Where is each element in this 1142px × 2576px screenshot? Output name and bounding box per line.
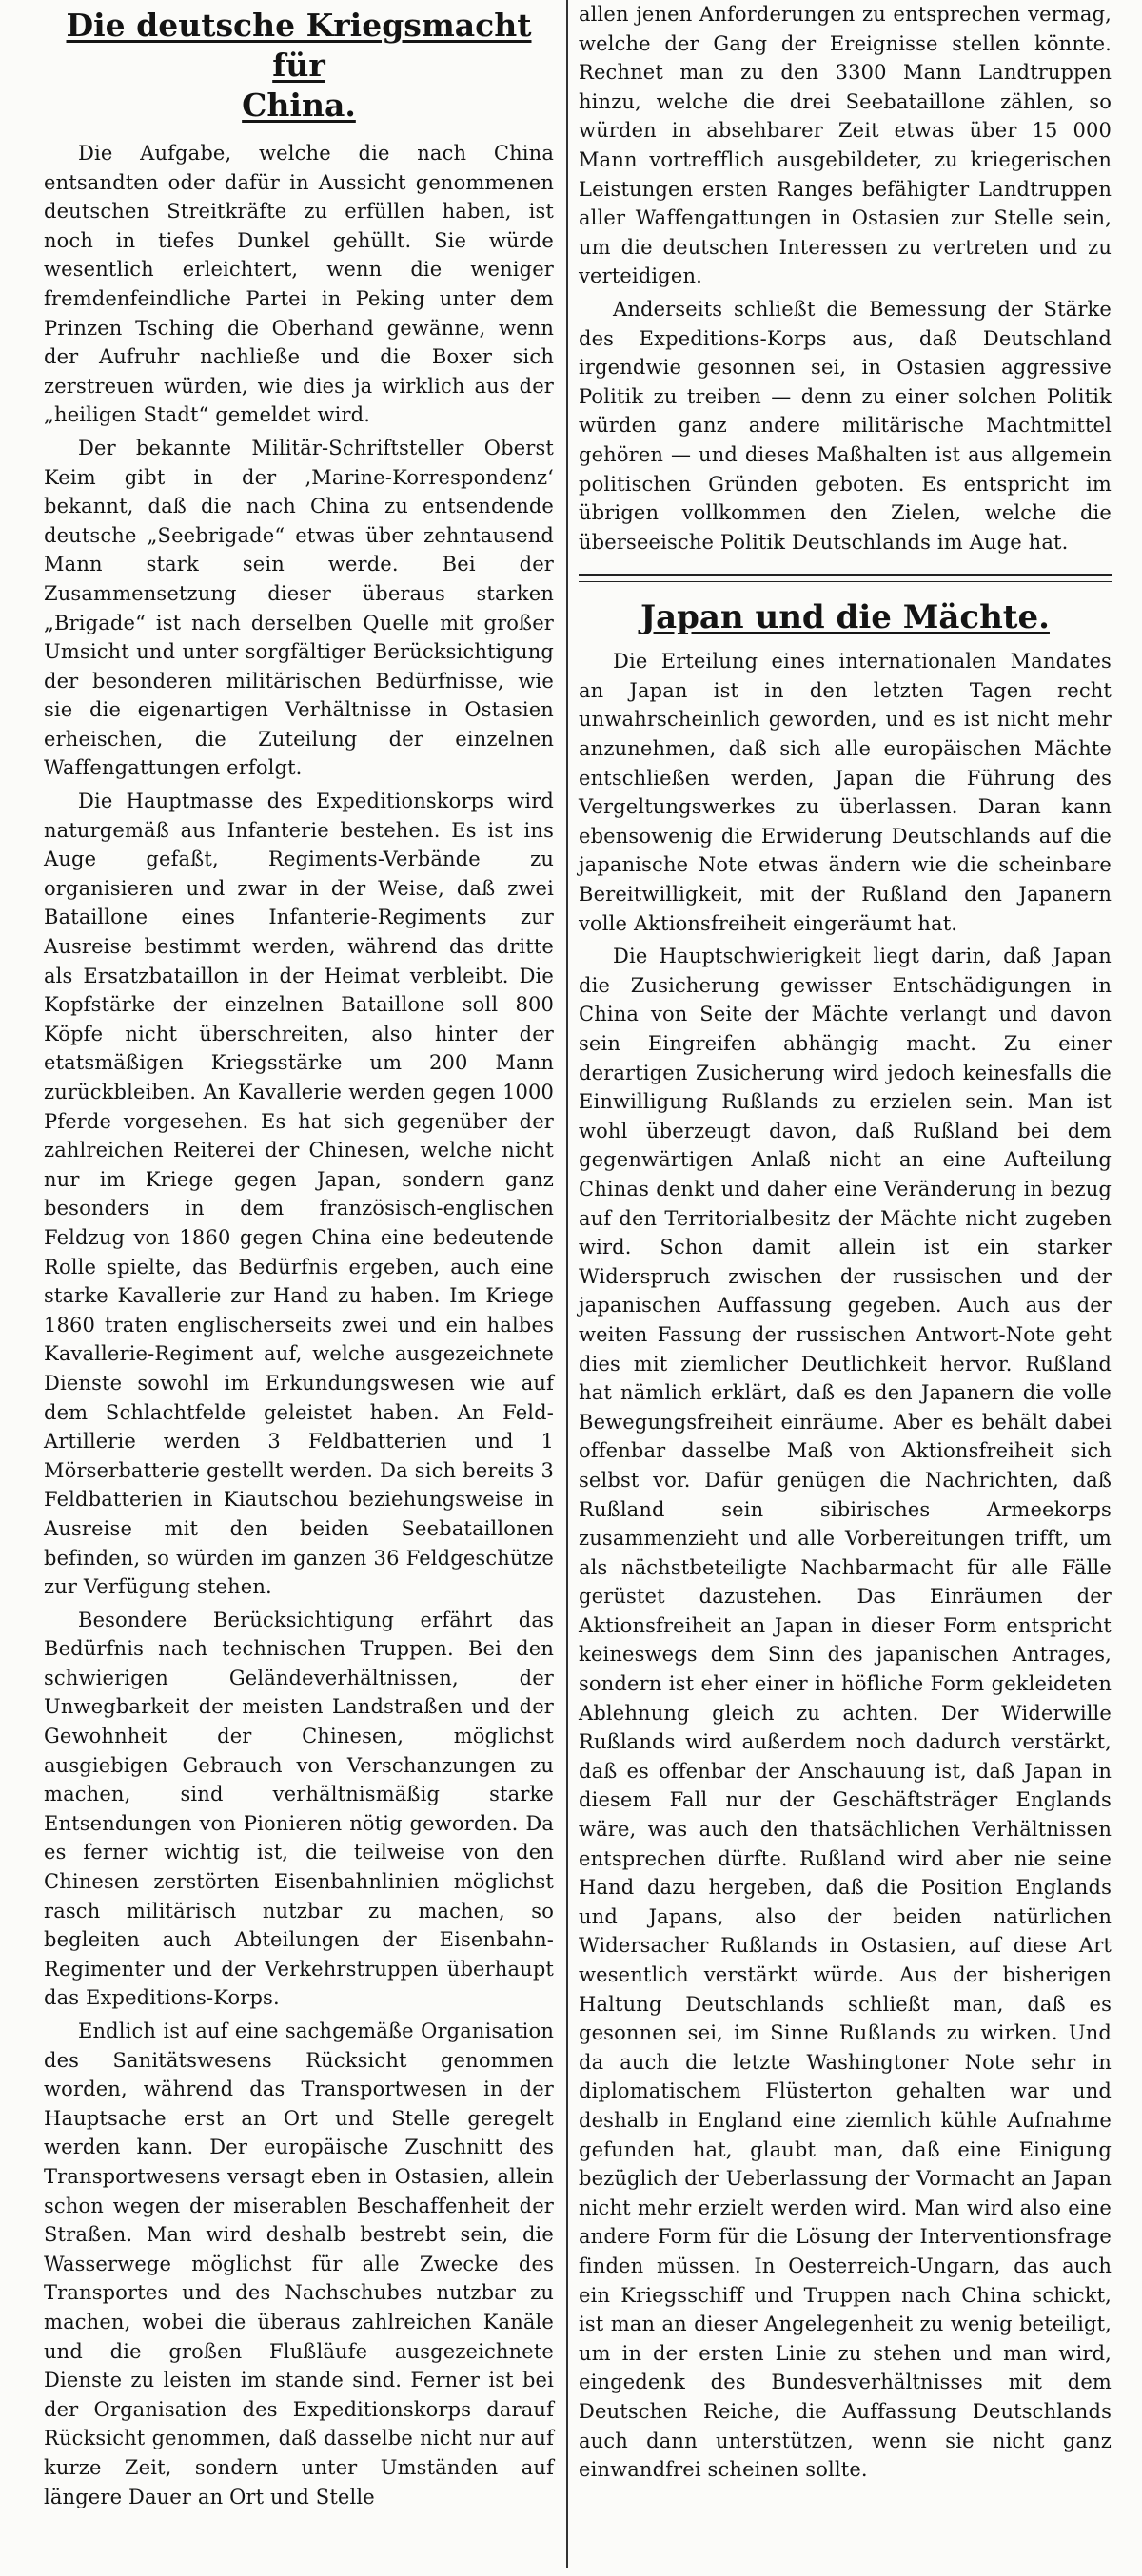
left-column: [40, 0, 561, 2568]
article-separator: [579, 574, 1112, 582]
article1-paragraph-4: Besondere Berücksichtigung erfährt das Bedürfnis nach technischen Truppen. Bei den schwierigen Geländeverhältnissen, der Unwegbarkeit der meisten Landstraßen und der Gewohnheit der Chinesen, möglichst ausgiebigen Gebrauch von Verschanzungen zu machen, sind verhältnismäßig starke Entsendungen von Pionieren nötig geworden. Da es ferner wichtig ist, die teilweise von den Chinesen zerstörten Eisenbahnlinien möglichst rasch militärisch nutzbar zu machen, so begleiten auch Abteilungen der Eisenbahn-Regimenter und der Verkehrstruppen überhaupt das Expeditions-Korps.: [44, 1608, 554, 2010]
article1-continuation-2: Anderseits schließt die Bemessung der Stärke des Expeditions-Korps aus, daß Deutschland irgendwie gesonnen sei, in Ostasien aggressive Politik zu treiben — denn zu einer solchen Politik würden ganz andere militärische Machtmittel gehören — und dieses Maßhalten ist aus allgemein politischen Gründen geboten. Es entspricht im übrigen vollkommen den Zielen, welche die überseeische Politik Deutschlands im Auge hat.: [579, 297, 1112, 554]
article1-paragraph-5: Endlich ist auf eine sachgemäße Organisation des Sanitätswesens Rücksicht genommen worden, während das Transportwesen in der Hauptsache erst an Ort und Stelle geregelt werden kann. Der europäische Zuschnitt des Transportwesens versagt eben in Ostasien, allein schon wegen der miserablen Beschaffenheit der Straßen. Man wird deshalb bestrebt sein, die Wasserwege möglichst für alle Zwecke des Transportes und des Nachschubes nutzbar zu machen, wobei die überaus zahlreichen Kanäle und die großen Flußläufe ausgezeichnete Dienste zu leisten im stande sind. Ferner ist bei der Organisation des Expeditionskorps darauf Rücksicht genommen, daß dasselbe nicht nur auf kurze Zeit, sondern unter Umständen auf längere Dauer an Ort und Stelle: [44, 2020, 554, 2508]
article2-title: Japan und die Mächte.: [640, 598, 1050, 637]
article2-paragraph-2: Die Hauptschwierigkeit liegt darin, daß Japan die Zusicherung gewisser Entschädigungen in China von Seite der Mächte verlangt und davon sein Eingreifen abhängig macht. Zu einer derartigen Zusicherung wird jedoch keinesfalls die Einwilligung Rußlands zu erzielen sein. Man ist wohl überzeugt davon, daß Rußland bei dem gegenwärtigen Anlaß nicht an eine Aufteilung Chinas denkt und daher eine Veränderung in bezug auf den Territorialbesitz der Mächte nicht zugeben wird. Schon damit allein ist ein starker Widerspruch zwischen der russischen und der japanischen Auffassung gegeben. Auch aus der weiten Fassung der russischen Antwort-Note geht dies mit ziemlicher Deutlichkeit hervor. Rußland hat nämlich erklärt, daß es den Japanern die volle Bewegungsfreiheit einräume. Aber es behält dabei offenbar dasselbe Maß von Aktionsfreiheit sich selbst vor. Dafür genügen die Nachrichten, daß Rußland sein sibirisches Armeekorps zusammenzieht und alle Vorbereitungen trifft, um als nächstbeteiligte Nachbarmacht für alle Fälle gerüstet dazustehen. Das Einräumen der Aktionsfreiheit an Japan in dieser Form entspricht keineswegs dem Sinn des japanischen Antrages, sondern ist eher einer in höfliche Form gekleideten Ablehnung gleich zu achten. Der Widerwille Rußlands wird außerdem noch dadurch verstärkt, daß es offenbar der Anschauung ist, daß Japan in diesem Fall nur der Geschäftsträger Englands wäre, was auch den thatsächlichen Verhältnissen entsprechen dürfte. Rußland wird aber nie seine Hand dazu hergeben, daß die Position Englands und Japans, also der beiden natürlichen Widersacher Rußlands in Ostasien, auf diese Art wesentlich verstärkt würde. Aus der bisherigen Haltung Deutschlands schließt man, daß es gesonnen sei, im Sinne Rußlands zu wirken. Und da auch die letzte Washingtoner Note sehr in diplomatischem Flüsterton gehalten war und deshalb in England eine ziemlich kühle Aufnahme gefunden hat, glaubt man, daß eine Einigung bezüglich der Ueberlassung der Vormacht an Japan nicht mehr erzielt werden wird. Man wird also eine andere Form für die Lösung der Interventionsfrage finden müssen. In Oesterreich-Ungarn, das auch ein Kriegsschiff und Truppen nach China schickt, ist man an dieser Angelegenheit zu wenig beteiligt, um in der ersten Linie zu stehen und man wird, eingedenk des Bundesverhältnisses mit dem Deutschen Reiche, die Auffassung Deutschlands auch dann unterstützen, wenn sie nicht ganz einwandfrei scheinen sollte.: [579, 945, 1112, 2482]
article1-paragraph-2: Der bekannte Militär-Schriftsteller Oberst Keim gibt in der ‚Marine-Korrespondenz‘ bekannt, daß die nach China zu entsendende deutsche „Seebrigade“ etwas über zehntausend Mann stark sein werde. Bei der Zusammensetzung dieser überaus starken „Brigade“ ist nach derselben Quelle mit großer Umsicht und unter sorgfältiger Berücksichtigung der besonderen militärischen Bedürfnisse, wie sie die eigenartigen Verhältnisse in Ostasien erheischen, die Zuteilung der einzelnen Waffengattungen erfolgt.: [44, 436, 554, 780]
article1-title-line2: China.: [242, 87, 356, 124]
article1-paragraph-3: Die Hauptmasse des Expeditionskorps wird naturgemäß aus Infanterie bestehen. Es ist ins Auge gefaßt, Regiments-Verbände zu organisieren und zwar in der Weise, daß zwei Bataillone eines Infanterie-Regiments zur Ausreise bestimmt werden, während das dritte als Ersatzbataillon in der Heimat verbleibt. Die Kopfstärke der einzelnen Bataillone soll 800 Köpfe nicht überschreiten, also hinter der etatsmäßigen Kriegsstärke um 200 Mann zurückbleiben. An Kavallerie werden gegen 1000 Pferde vorgesehen. Es hat sich gegenüber der zahlreichen Reiterei der Chinesen, welche nicht nur im Kriege gegen Japan, sondern ganz besonders in dem französisch-englischen Feldzug von 1860 gegen China eine bedeutende Rolle spielte, das Bedürfnis ergeben, auch eine starke Kavallerie zur Hand zu haben. Im Kriege 1860 traten englischerseits zwei und ein halbes Kavallerie-Regiment auf, welche ausgezeichnete Dienste sowohl im Erkundungswesen wie auf dem Schlachtfelde geleistet haben. An Feld-Artillerie werden 3 Feldbatterien und 1 Mörserbatterie gestellt werden. Da sich bereits 3 Feldbatterien in Kiautschou beziehungsweise in Ausreise mit den beiden Seebataillonen befinden, so würden im ganzen 36 Feldgeschütze zur Verfügung stehen.: [44, 790, 554, 1599]
column-divider: [566, 0, 568, 2568]
article1-title: [44, 6, 554, 126]
article1-title-line1: Die deutsche Kriegsmacht für: [66, 7, 532, 84]
right-column: [573, 0, 1117, 2568]
article1-paragraph-1: Die Aufgabe, welche die nach China entsandten oder dafür in Aussicht genommenen deutschen Streitkräfte zu erfüllen haben, ist noch in tiefes Dunkel gehüllt. Sie würde wesentlich erleichtert, wenn die weniger fremdenfeindliche Partei in Peking unter dem Prinzen Tsching die Oberhand gewänne, wenn der Aufruhr nachließe und die Boxer sich zerstreuen würden, wie dies ja wirklich aus der „heiligen Stadt“ gemeldet wird.: [44, 142, 554, 427]
article1-continuation-1: allen jenen Anforderungen zu entsprechen vermag, welche der Gang der Ereignisse stellen könnte. Rechnet man zu den 3300 Mann Landtruppen hinzu, welche die drei Seebataillone zählen, so würden in absehbarer Zeit etwas über 15 000 Mann vortrefflich ausgebildeter, zu kriegerischen Leistungen ersten Ranges befähigter Landtruppen aller Waffengattungen in Ostasien zur Stelle sein, um die deutschen Interessen zu vertreten und zu verteidigen.: [579, 3, 1112, 288]
article2-paragraph-1: Die Erteilung eines internationalen Mandates an Japan ist in den letzten Tagen recht unwahrscheinlich geworden, und es ist nicht mehr anzunehmen, daß sich alle europäischen Mächte entschließen werden, Japan die Führung des Vergeltungswerkes zu überlassen. Daran kann ebensowenig die Erwiderung Deutschlands auf die japanische Note etwas ändern wie die scheinbare Bereitwilligkeit, mit der Rußland den Japanern volle Aktionsfreiheit eingeräumt hat.: [579, 650, 1112, 935]
